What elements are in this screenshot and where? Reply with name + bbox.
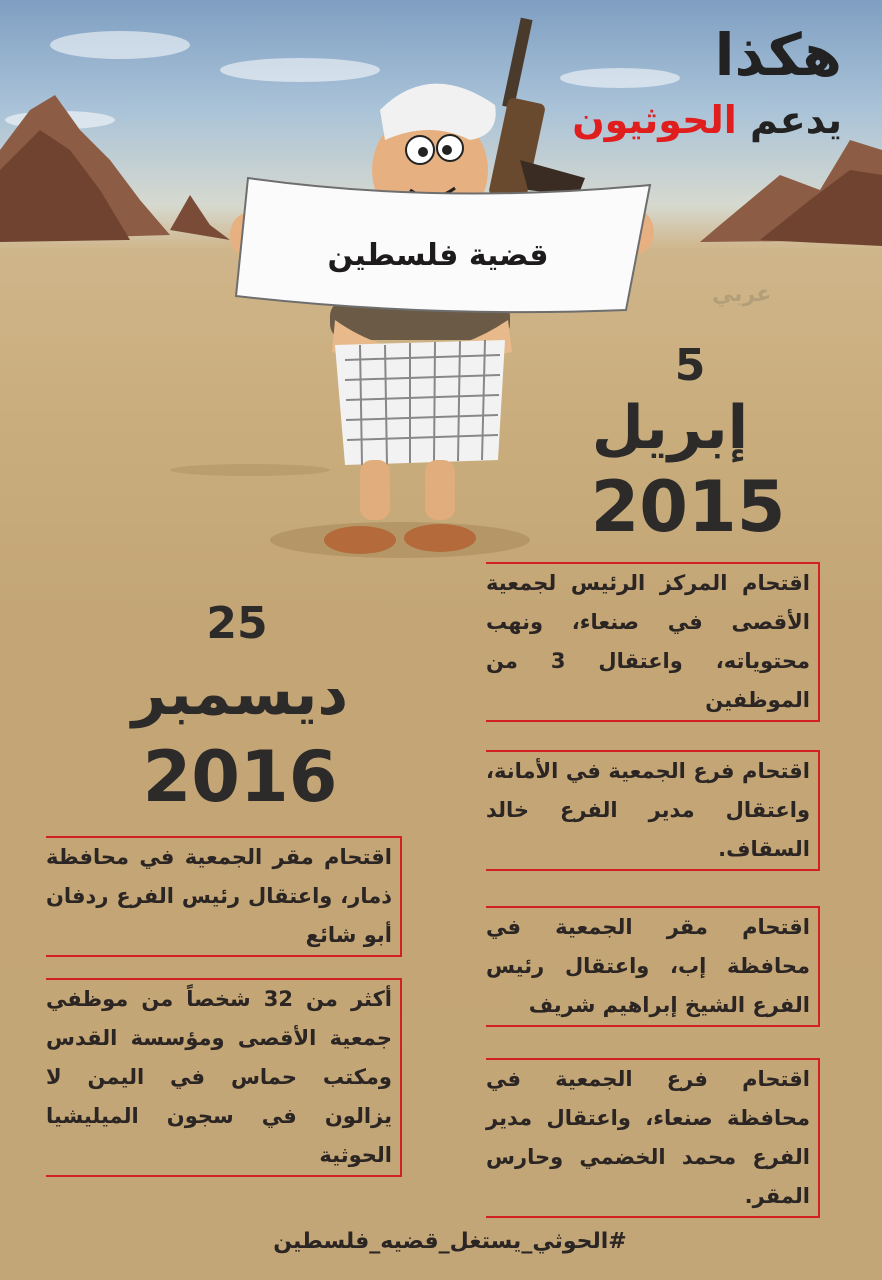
- date2-day: 25: [206, 598, 268, 649]
- title-highlight: الحوثيون: [572, 98, 737, 142]
- title-line2: [520, 92, 842, 148]
- event-text: اقتحام مقر الجمعية في محافظة ذمار، واعتقال رئيس الفرع ردفان أبو شائع: [46, 845, 392, 947]
- date1-year: 2015: [590, 466, 786, 548]
- date2-year: 2016: [142, 736, 338, 818]
- sandals: [324, 526, 396, 554]
- banner-text: قضية فلسطين: [327, 238, 549, 273]
- event-box-2016-2: [46, 978, 402, 1177]
- mountain-icon-left: [0, 95, 230, 242]
- title-line1: هكذا: [714, 21, 842, 89]
- event-text: اقتحام المركز الرئيس لجمعية الأقصى في صنعاء، ونهب محتوياته، واعتقال 3 من الموظفين: [486, 571, 810, 712]
- event-box-2015-3: [486, 906, 820, 1027]
- mountain-icon-right: [700, 140, 882, 246]
- event-box-2015-2: [486, 750, 820, 871]
- watermark: عربي: [712, 282, 772, 307]
- title-prefix: يدعم: [736, 98, 842, 142]
- event-text: أكثر من 32 شخصاً من موظفي جمعية الأقصى ومؤسسة القدس ومكتب حماس في اليمن لا يزالون في سجون الميليشيا الحوثية: [46, 987, 392, 1167]
- event-text: اقتحام فرع الجمعية في الأمانة، واعتقال مدير الفرع خالد السقاف.: [486, 759, 810, 861]
- cartoon-man: [324, 300, 512, 554]
- date1-month: إبريل: [591, 393, 749, 463]
- event-box-2016-1: [46, 836, 402, 957]
- event-box-2015-1: [486, 562, 820, 722]
- hashtag: #الحوثي_يستغل_قضيه_فلسطين: [273, 1229, 627, 1254]
- event-text: اقتحام مقر الجمعية في محافظة إب، واعتقال رئيس الفرع الشيخ إبراهيم شريف: [486, 915, 810, 1017]
- date1-day: 5: [674, 340, 706, 391]
- event-box-2015-4: [486, 1058, 820, 1218]
- date2-month: ديسمبر: [131, 659, 349, 729]
- event-text: اقتحام فرع الجمعية في محافظة صنعاء، واعتقال مدير الفرع محمد الخضمي وحارس المقر.: [486, 1067, 810, 1208]
- checkered-sarong: [335, 340, 505, 465]
